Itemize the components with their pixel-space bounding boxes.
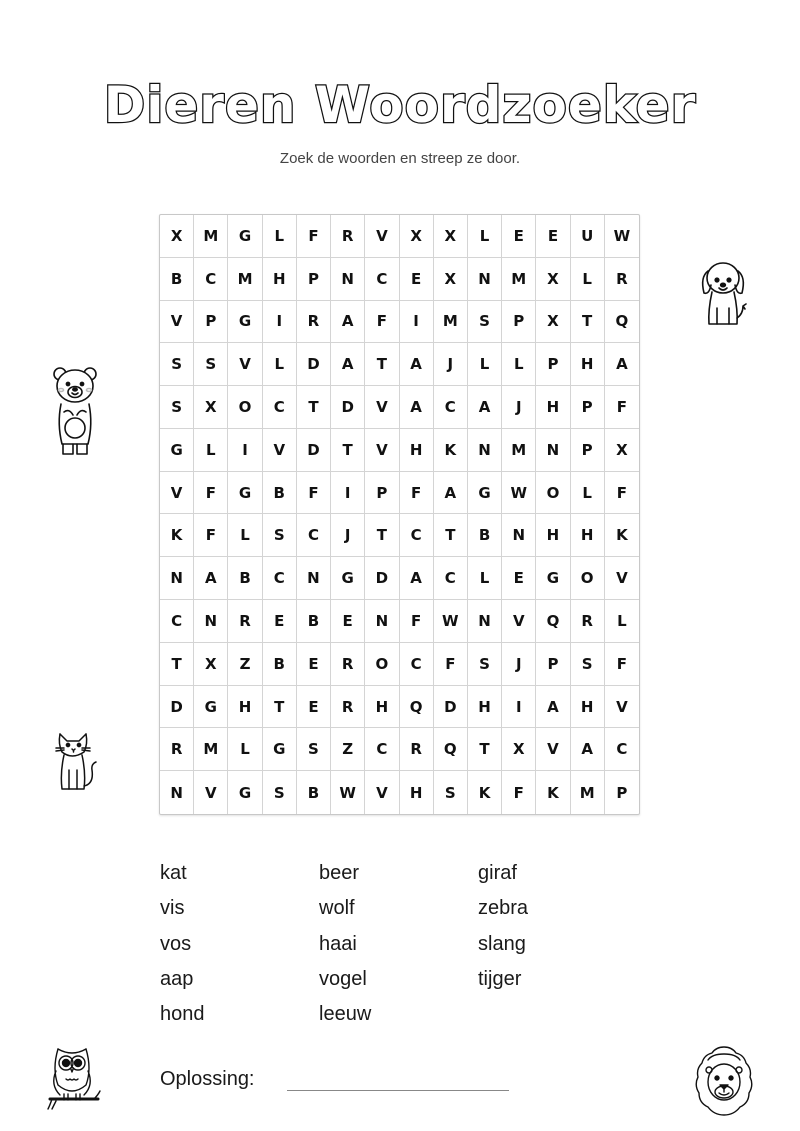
word-search-grid [159, 214, 640, 815]
grid-cell[interactable]: P [536, 643, 570, 686]
word-item: wolf [319, 897, 355, 920]
grid-cell[interactable]: J [502, 386, 536, 429]
grid-cell[interactable]: T [160, 643, 194, 686]
grid-cell[interactable]: T [468, 728, 502, 771]
grid-cell[interactable]: P [536, 343, 570, 386]
grid-cell[interactable]: C [160, 600, 194, 643]
grid-cell[interactable]: H [400, 771, 434, 814]
word-item: vogel [319, 967, 367, 990]
grid-cell[interactable]: R [331, 686, 365, 729]
word-item: vos [160, 932, 192, 955]
grid-cell[interactable]: O [228, 386, 262, 429]
grid-cell[interactable]: D [331, 386, 365, 429]
grid-cell[interactable]: L [468, 343, 502, 386]
word-item: slang [478, 932, 526, 955]
grid-cell[interactable]: N [468, 258, 502, 301]
grid-cell[interactable]: W [331, 771, 365, 814]
grid-cell[interactable]: L [228, 728, 262, 771]
grid-cell[interactable]: H [571, 343, 605, 386]
grid-cell[interactable]: C [605, 728, 639, 771]
grid-cell[interactable]: P [571, 386, 605, 429]
grid-cell[interactable]: L [502, 343, 536, 386]
grid-cell[interactable]: C [365, 728, 399, 771]
grid-cell[interactable]: C [297, 514, 331, 557]
grid-cell[interactable]: C [400, 514, 434, 557]
word-item: aap [160, 967, 194, 990]
grid-cell[interactable]: S [263, 514, 297, 557]
grid-cell[interactable]: C [434, 386, 468, 429]
grid-cell[interactable]: Q [400, 686, 434, 729]
grid-cell[interactable]: M [502, 429, 536, 472]
grid-cell[interactable]: F [502, 771, 536, 814]
grid-cell[interactable]: N [160, 771, 194, 814]
grid-cell[interactable]: P [194, 301, 228, 344]
grid-cell[interactable]: V [365, 429, 399, 472]
grid-cell[interactable]: D [434, 686, 468, 729]
grid-cell[interactable]: F [605, 643, 639, 686]
solution-label: Oplossing: [160, 1068, 255, 1090]
grid-cell[interactable]: X [536, 258, 570, 301]
grid-cell[interactable]: C [263, 386, 297, 429]
grid-cell[interactable]: P [616, 783, 628, 802]
grid-cell[interactable]: S [468, 301, 502, 344]
grid-cell[interactable]: H [263, 258, 297, 301]
grid-cell[interactable]: H [228, 686, 262, 729]
grid-cell[interactable]: A [400, 386, 434, 429]
page-title: Dieren Woordzoeker [103, 76, 697, 134]
grid-cell[interactable]: C [365, 258, 399, 301]
grid-cell[interactable]: K [160, 514, 194, 557]
grid-cell[interactable]: E [502, 215, 536, 258]
grid-cell[interactable]: M [502, 258, 536, 301]
bear-icon [50, 362, 100, 462]
grid-cell[interactable]: W [434, 600, 468, 643]
grid-cell[interactable]: R [331, 215, 365, 258]
grid-cell[interactable]: V [605, 557, 639, 600]
grid-cell[interactable]: N [297, 557, 331, 600]
grid-cell[interactable]: X [194, 643, 228, 686]
grid-cell[interactable]: Z [331, 728, 365, 771]
grid-cell[interactable]: B [263, 643, 297, 686]
grid-cell[interactable]: A [400, 557, 434, 600]
grid-cell[interactable]: Q [536, 600, 570, 643]
grid-cell[interactable]: S [468, 643, 502, 686]
grid-cell[interactable]: S [160, 386, 194, 429]
grid-cell[interactable]: W [605, 215, 639, 258]
grid-cell[interactable]: R [297, 301, 331, 344]
grid-cell[interactable]: C [263, 557, 297, 600]
grid-cell[interactable]: G [331, 557, 365, 600]
grid-cell[interactable]: V [365, 771, 399, 814]
grid-cell[interactable]: D [297, 429, 331, 472]
grid-cell[interactable]: H [571, 514, 605, 557]
word-item: haai [319, 932, 357, 955]
grid-cell[interactable]: V [502, 600, 536, 643]
grid-cell[interactable]: L [571, 258, 605, 301]
grid-cell[interactable]: A [468, 386, 502, 429]
grid-cell[interactable]: V [605, 686, 639, 729]
word-item: vis [160, 897, 185, 920]
grid-cell[interactable]: I [331, 472, 365, 515]
grid-cell[interactable]: Q [605, 301, 639, 344]
grid-cell[interactable]: F [434, 643, 468, 686]
grid-cell[interactable]: F [194, 514, 228, 557]
instructions: Zoek de woorden en streep ze door. [279, 150, 521, 167]
grid-cell[interactable]: W [502, 472, 536, 515]
grid-cell[interactable]: S [263, 771, 297, 814]
grid-cell[interactable]: N [502, 514, 536, 557]
grid-cell[interactable]: X [160, 215, 194, 258]
grid-cell[interactable]: B [160, 258, 194, 301]
grid-cell[interactable]: O [536, 472, 570, 515]
grid-cell[interactable]: H [571, 686, 605, 729]
grid-cell[interactable]: X [434, 215, 468, 258]
grid-cell[interactable]: L [228, 514, 262, 557]
grid-cell[interactable]: T [297, 386, 331, 429]
grid-cell[interactable]: R [400, 728, 434, 771]
grid-cell[interactable]: H [365, 686, 399, 729]
grid-cell[interactable]: X [502, 728, 536, 771]
cat-icon [52, 726, 98, 796]
word-list-column [160, 856, 205, 1032]
word-list-column [478, 856, 528, 997]
grid-cell[interactable]: A [331, 301, 365, 344]
grid-cell[interactable]: E [400, 258, 434, 301]
grid-cell[interactable]: T [365, 514, 399, 557]
grid-cell[interactable]: C [194, 258, 228, 301]
grid-cell[interactable]: E [536, 215, 570, 258]
grid-cell[interactable]: A [194, 557, 228, 600]
grid-cell[interactable]: A [331, 343, 365, 386]
grid-cell[interactable]: O [365, 643, 399, 686]
grid-cell[interactable]: I [502, 686, 536, 729]
grid-cell[interactable]: I [228, 429, 262, 472]
grid-cell[interactable]: J [434, 343, 468, 386]
grid-cell[interactable]: G [228, 771, 262, 814]
grid-cell[interactable]: B [468, 514, 502, 557]
grid-cell[interactable]: N [468, 600, 502, 643]
grid-cell[interactable]: I [400, 301, 434, 344]
grid-cell[interactable]: V [536, 728, 570, 771]
grid-cell[interactable]: T [365, 343, 399, 386]
grid-cell[interactable]: L [194, 429, 228, 472]
grid-cell[interactable]: N [331, 258, 365, 301]
grid-cell[interactable]: M [194, 215, 228, 258]
grid-cell[interactable]: T [263, 686, 297, 729]
grid-cell[interactable]: X [400, 215, 434, 258]
word-item: hond [160, 1003, 205, 1026]
grid-cell[interactable]: K [434, 429, 468, 472]
grid-cell[interactable]: X [605, 429, 639, 472]
solution-answer-line[interactable] [287, 1090, 509, 1091]
owl-icon [46, 1043, 102, 1117]
grid-cell[interactable]: V [365, 215, 399, 258]
grid-cell[interactable]: G [228, 472, 262, 515]
grid-cell[interactable]: A [434, 472, 468, 515]
grid-cell[interactable]: H [536, 386, 570, 429]
grid-cell[interactable]: F [194, 472, 228, 515]
grid-cell[interactable]: D [365, 557, 399, 600]
grid-cell[interactable]: R [228, 600, 262, 643]
grid-cell[interactable]: V [365, 386, 399, 429]
grid-cell[interactable]: A [400, 343, 434, 386]
grid-cell[interactable]: R [331, 643, 365, 686]
grid-cell[interactable]: L [263, 215, 297, 258]
grid-cell[interactable]: A [536, 686, 570, 729]
grid-cell[interactable]: G [228, 301, 262, 344]
grid-cell[interactable]: F [400, 600, 434, 643]
grid-cell[interactable]: V [263, 429, 297, 472]
grid-cell[interactable]: S [297, 728, 331, 771]
grid-cell[interactable]: F [605, 386, 639, 429]
grid-cell[interactable]: E [502, 557, 536, 600]
grid-cell[interactable]: N [365, 600, 399, 643]
grid-cell[interactable]: R [605, 258, 639, 301]
grid-cell[interactable]: H [400, 429, 434, 472]
grid-cell[interactable]: M [228, 258, 262, 301]
word-item: beer [319, 862, 360, 884]
grid-cell[interactable]: J [331, 514, 365, 557]
grid-cell[interactable]: B [263, 472, 297, 515]
grid-cell[interactable]: C [400, 643, 434, 686]
grid-cell[interactable]: S [434, 771, 468, 814]
dog-icon [697, 256, 753, 330]
grid-cell[interactable]: C [434, 557, 468, 600]
grid-cell[interactable]: N [468, 429, 502, 472]
grid-cell[interactable]: U [571, 215, 605, 258]
grid-cell[interactable]: H [536, 514, 570, 557]
grid-cell[interactable]: A [605, 343, 639, 386]
grid-cell[interactable]: I [263, 301, 297, 344]
grid-cell[interactable]: P [365, 472, 399, 515]
grid-cell[interactable]: F [365, 301, 399, 344]
grid-cell[interactable]: V [160, 301, 194, 344]
grid-cell[interactable]: N [194, 600, 228, 643]
grid-cell[interactable]: P [502, 301, 536, 344]
grid-cell[interactable]: M [194, 728, 228, 771]
grid-cell[interactable]: L [468, 557, 502, 600]
grid-cell[interactable]: T [434, 514, 468, 557]
grid-cell[interactable]: S [194, 343, 228, 386]
grid-cell[interactable]: G [194, 686, 228, 729]
grid-cell[interactable]: L [468, 215, 502, 258]
grid-cell[interactable]: J [502, 643, 536, 686]
grid-cell[interactable]: T [571, 301, 605, 344]
word-item: giraf [478, 862, 517, 884]
grid-cell[interactable]: N [160, 557, 194, 600]
grid-cell[interactable]: G [160, 429, 194, 472]
grid-cell[interactable]: V [194, 771, 228, 814]
grid-cell[interactable]: B [297, 600, 331, 643]
grid-cell[interactable]: X [194, 386, 228, 429]
grid-cell[interactable]: A [571, 728, 605, 771]
grid-cell[interactable]: H [468, 686, 502, 729]
word-list [160, 856, 580, 1036]
grid-cell[interactable]: L [605, 600, 639, 643]
word-item: zebra [478, 897, 529, 920]
grid-cell[interactable]: D [297, 343, 331, 386]
grid-cell[interactable]: E [263, 600, 297, 643]
grid-cell[interactable]: X [536, 301, 570, 344]
grid-cell[interactable]: F [400, 472, 434, 515]
word-item: kat [160, 862, 187, 884]
grid-cell[interactable]: E [331, 600, 365, 643]
grid-cell[interactable]: S [160, 343, 194, 386]
grid-cell[interactable]: P [297, 258, 331, 301]
grid-cell[interactable]: L [263, 343, 297, 386]
grid-cell[interactable]: G [536, 557, 570, 600]
grid-cell[interactable]: G [228, 215, 262, 258]
grid-cell[interactable]: M [434, 301, 468, 344]
grid-cell[interactable]: E [297, 643, 331, 686]
grid-cell[interactable]: S [571, 643, 605, 686]
grid-cell[interactable]: D [160, 686, 194, 729]
grid-cell[interactable]: B [228, 557, 262, 600]
grid-cell[interactable]: Q [434, 728, 468, 771]
grid-cell[interactable]: T [331, 429, 365, 472]
grid-cell[interactable]: E [297, 686, 331, 729]
grid-cell[interactable]: R [160, 728, 194, 771]
lion-icon [694, 1044, 754, 1118]
grid-cell[interactable]: L [571, 472, 605, 515]
grid-cell[interactable]: F [297, 472, 331, 515]
grid-cell[interactable]: B [297, 771, 331, 814]
grid-cell[interactable]: G [468, 472, 502, 515]
grid-cell[interactable]: R [571, 600, 605, 643]
grid-cell[interactable]: N [536, 429, 570, 472]
word-item: leeuw [319, 1003, 372, 1026]
grid-cell[interactable]: K [468, 771, 502, 814]
grid-cell[interactable]: O [571, 557, 605, 600]
grid-cell[interactable]: V [160, 472, 194, 515]
grid-cell[interactable]: Z [228, 643, 262, 686]
word-item: tijger [478, 967, 522, 990]
word-list-column [319, 856, 371, 1032]
grid-cell[interactable]: K [605, 514, 639, 557]
grid-cell[interactable]: G [263, 728, 297, 771]
grid-cell[interactable]: V [228, 343, 262, 386]
grid-cell[interactable]: P [571, 429, 605, 472]
grid-cell[interactable]: X [434, 258, 468, 301]
grid-cell[interactable]: F [605, 472, 639, 515]
grid-cell[interactable]: K [536, 771, 570, 814]
grid-cell[interactable]: F [297, 215, 331, 258]
grid-cell[interactable]: M [571, 771, 605, 814]
